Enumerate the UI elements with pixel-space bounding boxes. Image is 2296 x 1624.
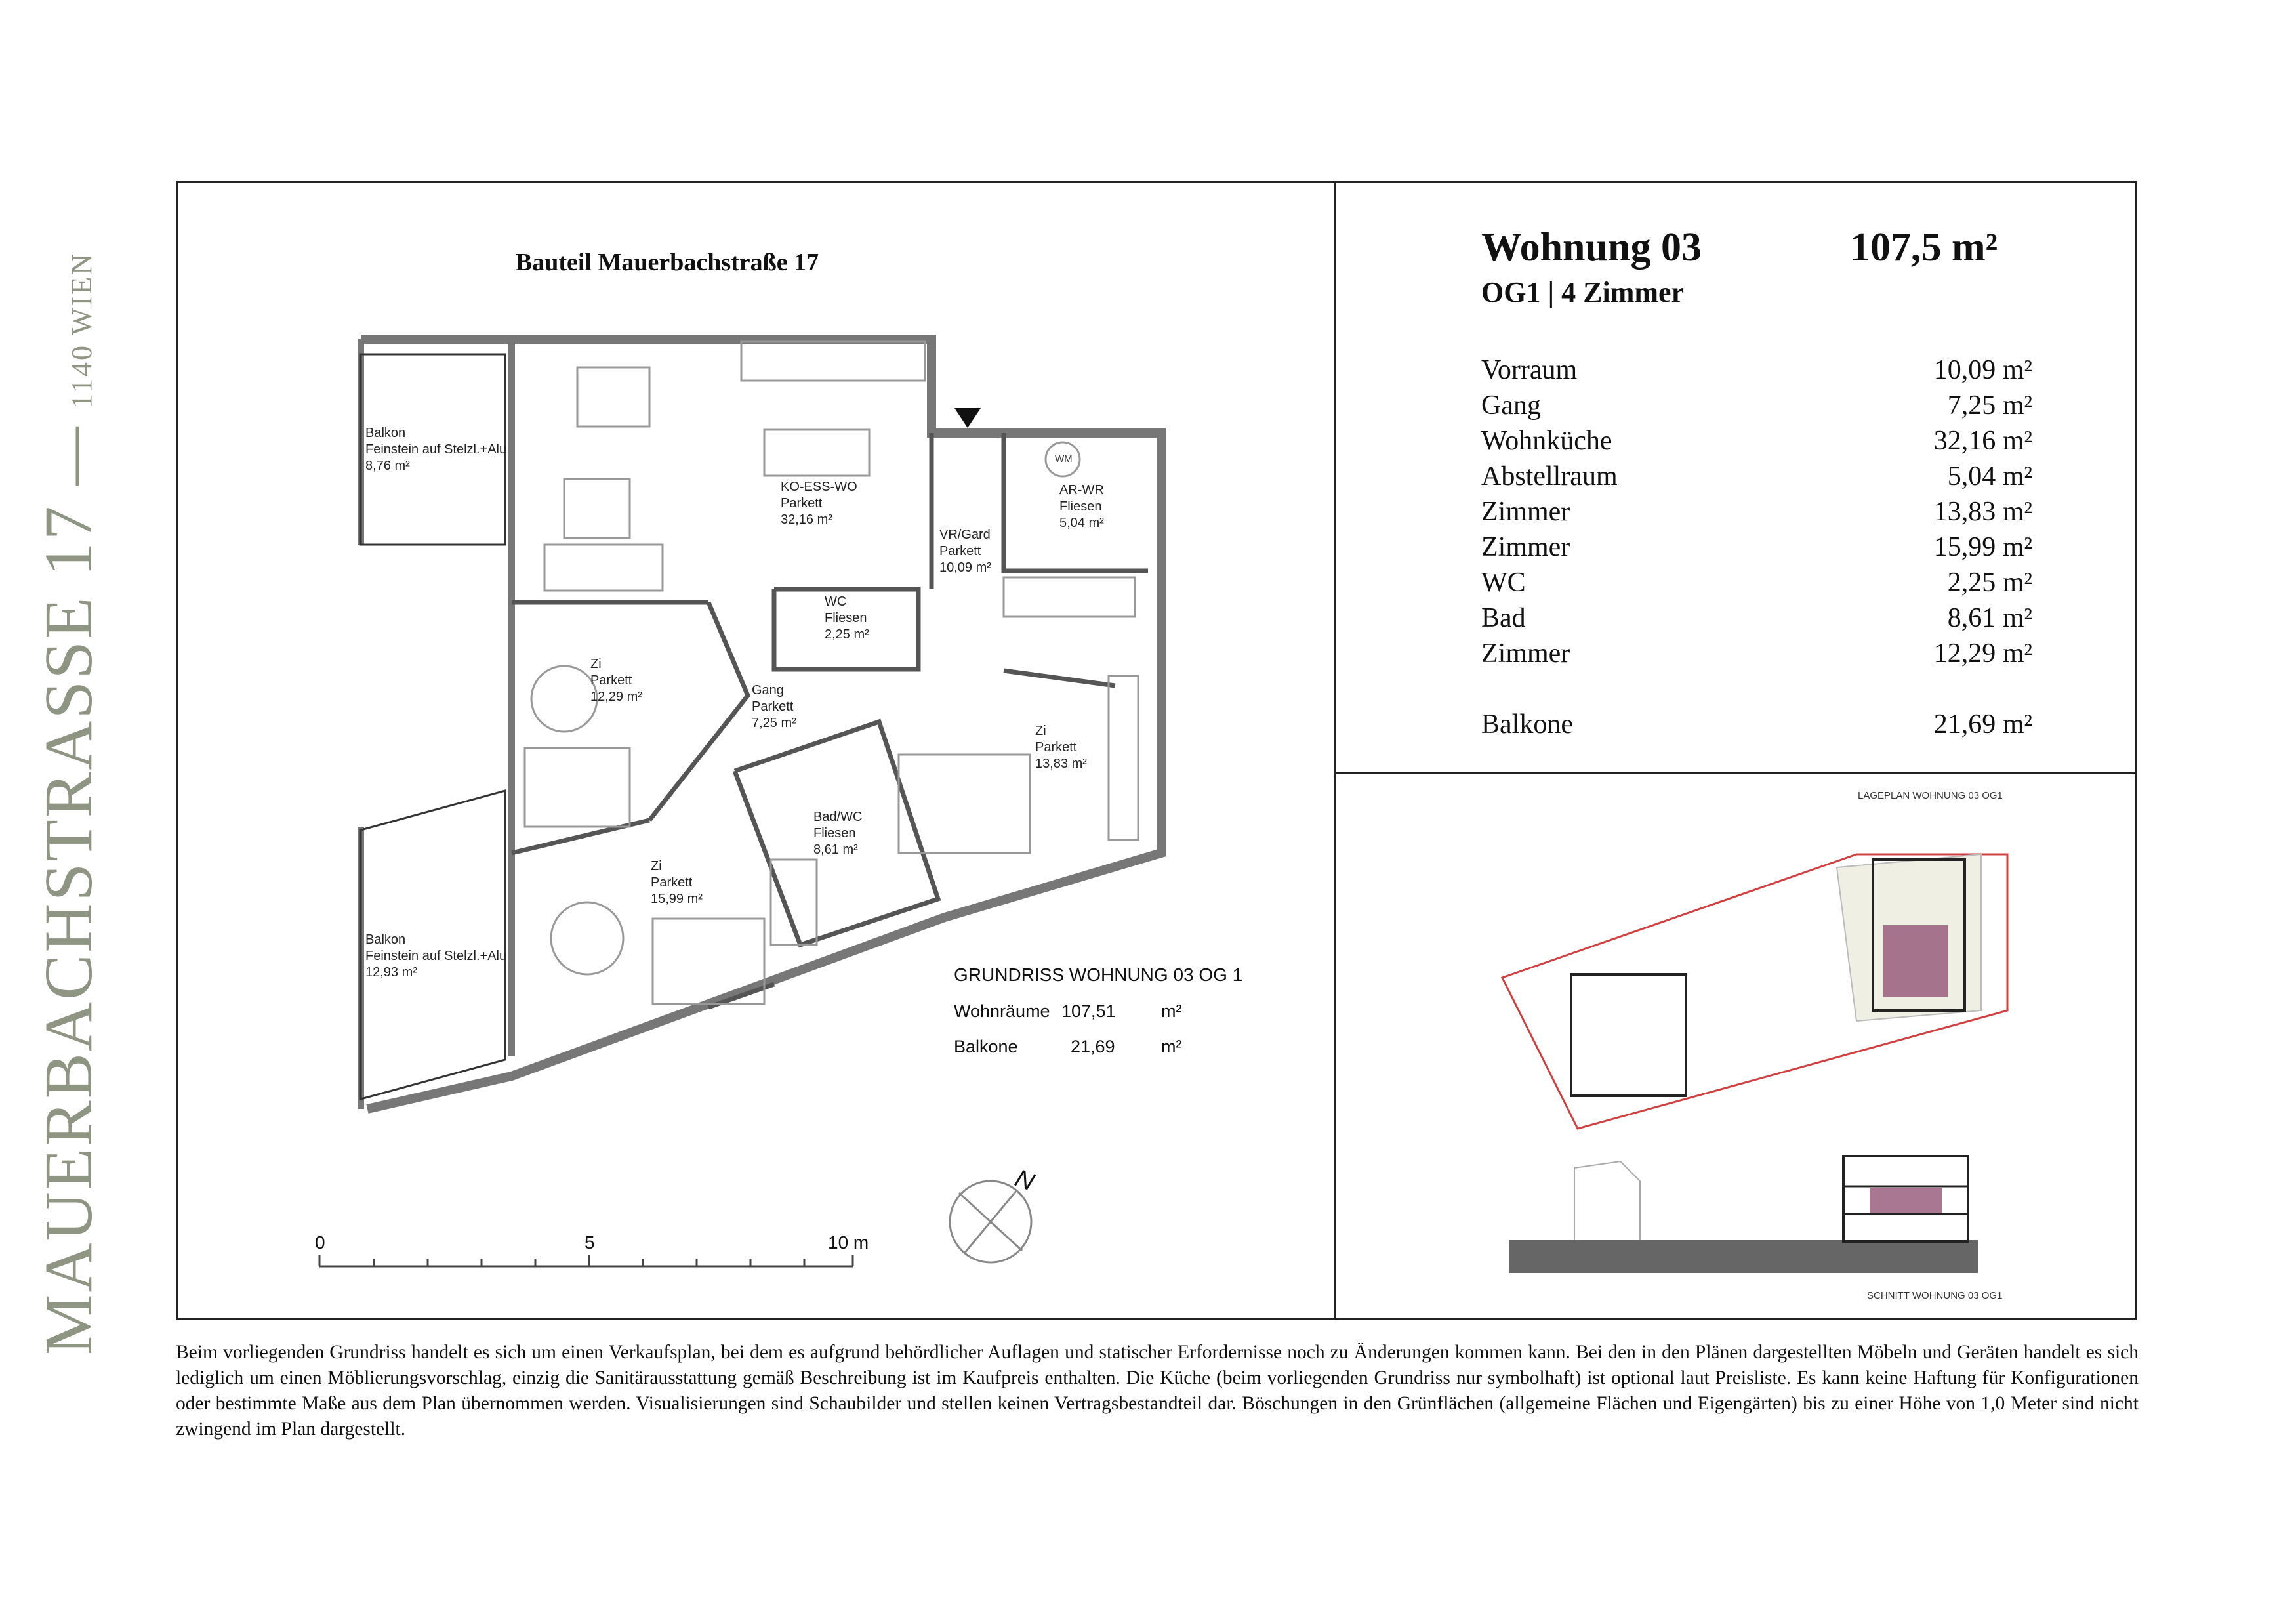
lageplan-title: LAGEPLAN WOHNUNG 03 OG1 bbox=[1858, 790, 2003, 801]
round-rug-zi1 bbox=[531, 666, 597, 732]
room-row: Bad 8,61 m² bbox=[1481, 603, 2032, 633]
balcony-total-row: Balkone 21,69 m² bbox=[1481, 709, 2032, 739]
summary-value-balkone: 21,69 bbox=[1071, 1037, 1115, 1056]
wall-zi2-top bbox=[1004, 671, 1115, 686]
apartment-subtitle: OG1 | 4 Zimmer bbox=[1481, 276, 1685, 308]
room-row: Wohnküche 32,16 m² bbox=[1481, 426, 2032, 456]
wardrobe-zi2 bbox=[1109, 676, 1138, 840]
summary-unit-wohnraeume: m² bbox=[1161, 1001, 1182, 1021]
section-ground bbox=[1509, 1240, 1978, 1273]
apartment-name: Wohnung 03 bbox=[1481, 225, 1702, 270]
entrance-marker bbox=[954, 408, 981, 428]
summary-label-wohnraeume: Wohnräume bbox=[954, 1001, 1050, 1021]
label-vr-gard: VR/Gard Parkett 10,09 m² bbox=[939, 528, 991, 575]
scale-bar bbox=[319, 1255, 853, 1266]
section-highlight-unit bbox=[1870, 1188, 1942, 1213]
schnitt-drawing bbox=[1509, 1156, 1978, 1273]
side-title-city: 1140 WIEN bbox=[66, 252, 98, 409]
room-row: WC 2,25 m² bbox=[1481, 568, 2032, 598]
room-row: Zimmer 13,83 m² bbox=[1481, 497, 2032, 527]
side-title-street: MAUERBACHSTRASSE 17 bbox=[31, 504, 106, 1355]
scale-label-0: 0 bbox=[315, 1232, 325, 1253]
sofa bbox=[544, 545, 663, 591]
label-ar-wr: AR-WR Fliesen 5,04 m² bbox=[1059, 483, 1104, 530]
label-wm: WM bbox=[1055, 453, 1073, 465]
round-rug-zi3 bbox=[551, 902, 623, 974]
room-row: Zimmer 12,29 m² bbox=[1481, 638, 2032, 669]
schnitt-title: SCHNITT WOHNUNG 03 OG1 bbox=[1867, 1290, 2003, 1301]
scale-label-10: 10 m bbox=[828, 1232, 869, 1253]
wall-gang-left bbox=[649, 602, 748, 820]
label-gang: Gang Parkett 7,25 m² bbox=[752, 683, 796, 730]
room-row: Gang 7,25 m² bbox=[1481, 390, 2032, 421]
room-row: Zimmer 15,99 m² bbox=[1481, 532, 2032, 562]
site-highlight-unit bbox=[1883, 925, 1948, 997]
scale-label-5: 5 bbox=[584, 1232, 595, 1253]
summary-unit-balkone: m² bbox=[1161, 1037, 1182, 1056]
room-row: Abstellraum 5,04 m² bbox=[1481, 461, 2032, 491]
coffee-table bbox=[564, 479, 630, 538]
section-neighbour bbox=[1574, 1161, 1640, 1240]
label-zi2: Zi Parkett 13,83 m² bbox=[1035, 724, 1087, 771]
bed-zi1 bbox=[525, 748, 630, 827]
summary-value-wohnraeume: 107,51 bbox=[1061, 1001, 1116, 1021]
label-balkon2: Balkon Feinstein auf Stelzl.+Alu 12,93 m² bbox=[365, 932, 507, 980]
kitchen-counter bbox=[741, 341, 925, 381]
lageplan-drawing bbox=[1502, 854, 2007, 1129]
dining-table bbox=[577, 367, 649, 427]
label-bad-wc: Bad/WC Fliesen 8,61 m² bbox=[813, 810, 863, 857]
apartment-area: 107,5 m² bbox=[1850, 225, 1998, 270]
label-balkon1: Balkon Feinstein auf Stelzl.+Alu 8,76 m² bbox=[365, 426, 507, 473]
label-zi3: Zi Parkett 15,99 m² bbox=[651, 859, 703, 906]
summary-label-balkone: Balkone bbox=[954, 1037, 1018, 1056]
site-building-left bbox=[1571, 974, 1686, 1096]
wardrobe-vr bbox=[1004, 577, 1135, 617]
room-row: Vorraum 10,09 m² bbox=[1481, 355, 2032, 385]
north-label: N bbox=[1011, 1164, 1038, 1197]
kitchen-island bbox=[764, 430, 869, 476]
plan-title: Bauteil Mauerbachstraße 17 bbox=[515, 249, 819, 276]
summary-title: GRUNDRISS WOHNUNG 03 OG 1 bbox=[954, 965, 1243, 985]
label-zi1: Zi Parkett 12,29 m² bbox=[590, 657, 642, 704]
disclaimer-footnote: Beim vorliegenden Grundriss handelt es sich um einen Verkaufsplan, bei dem es aufgrund behördlicher Auflagen und statischer Erfordernisse noch zu Änderungen kommen kann. Bei den in den Plänen dargestellten Möbeln und Geräten handelt es sich lediglich um einen Möblierungsvorschlag, einzig die Sanitärausstattung gemäß Beschreibung ist im Kaufpreis enthalten. Die Küche (beim vorliegenden Grundriss nur symbolhaft) ist optional laut Preisliste. Es kann keine Haftung für Konfigurationen oder bestimmte Maße aus dem Plan übernommen werden. Visualisierungen sind Schaubilder und stellen keinen Vertragsbestandteil dar. Böschungen in den Grünflächen (allgemeine Flächen und Eigengärten) bis zu einer Höhe von 1,0 Meter sind nicht zwingend im Plan dargestellt. bbox=[176, 1342, 2139, 1440]
label-ko-ess-wo: KO-ESS-WO Parkett 32,16 m² bbox=[781, 480, 857, 527]
side-title-dash: — bbox=[39, 427, 104, 486]
label-wc: WC Fliesen 2,25 m² bbox=[825, 594, 869, 642]
